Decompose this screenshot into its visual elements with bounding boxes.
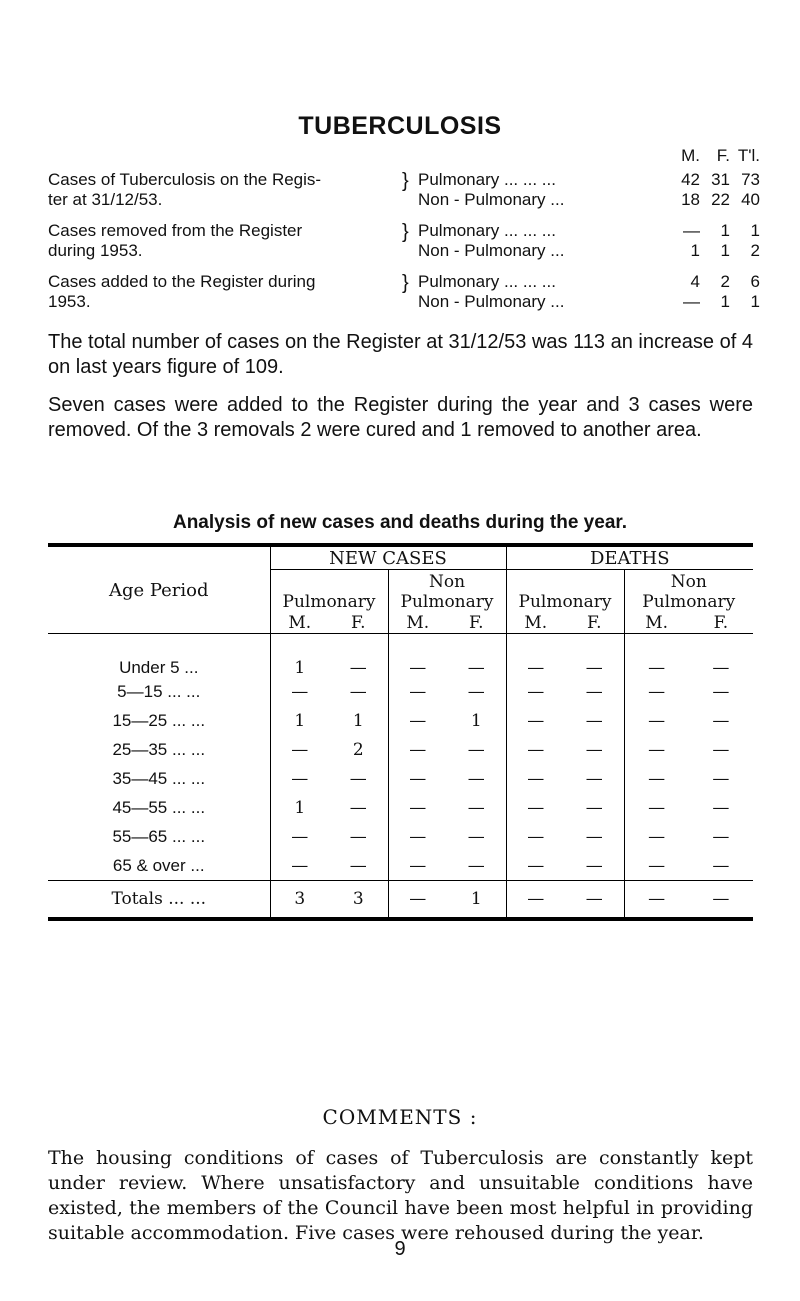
value-cell bbox=[624, 707, 753, 736]
value-cell bbox=[388, 678, 506, 707]
male-value: 1 bbox=[294, 798, 306, 818]
mf-header bbox=[624, 612, 753, 634]
female-value: — bbox=[712, 855, 730, 876]
subheader-line2: Pulmonary bbox=[400, 591, 494, 612]
male-value: — bbox=[409, 682, 427, 702]
brace-icon: } bbox=[402, 272, 409, 294]
analysis-table bbox=[48, 543, 753, 921]
male-value: 1 bbox=[294, 711, 306, 731]
value-cell bbox=[506, 852, 624, 881]
table-row bbox=[48, 678, 753, 707]
table-row bbox=[48, 765, 753, 794]
female-value: — bbox=[585, 827, 603, 847]
totals-cell bbox=[270, 881, 388, 919]
value-cell bbox=[506, 634, 624, 678]
male-value: — bbox=[648, 798, 666, 818]
female-value: — bbox=[585, 855, 603, 876]
male-value: — bbox=[291, 827, 309, 847]
male-value: — bbox=[648, 740, 666, 760]
female-value: — bbox=[467, 682, 485, 702]
female-value: — bbox=[349, 798, 367, 818]
m-label: M. bbox=[645, 613, 669, 633]
value-f: 1 bbox=[720, 292, 730, 311]
value-cell bbox=[388, 852, 506, 881]
group-label-line1: Cases added to the Register during bbox=[48, 272, 316, 291]
row-type: Non - Pulmonary ... bbox=[418, 241, 565, 260]
brace-icon: } bbox=[402, 221, 409, 243]
mf-header bbox=[388, 612, 506, 634]
register-total-paragraph: The total number of cases on the Register at 31/12/53 was 113 an increase of 4 on last years figure of 109. bbox=[48, 331, 753, 378]
male-value: — bbox=[291, 769, 309, 789]
value-cell bbox=[624, 765, 753, 794]
female-value: — bbox=[349, 657, 367, 678]
value-cell bbox=[388, 794, 506, 823]
value-cell bbox=[388, 634, 506, 678]
male-value: — bbox=[409, 827, 427, 847]
value-total: 73 bbox=[741, 170, 760, 189]
female-value: — bbox=[712, 740, 730, 760]
subheader-pulmonary bbox=[270, 570, 388, 612]
subheader-line1: Non bbox=[670, 571, 707, 592]
subheader-line2: Pulmonary bbox=[282, 591, 376, 612]
value-cell bbox=[506, 794, 624, 823]
value-cell bbox=[388, 736, 506, 765]
value-f: 2 bbox=[720, 272, 730, 291]
female-value: — bbox=[585, 740, 603, 760]
female-value: — bbox=[585, 798, 603, 818]
value-f: 1 bbox=[720, 241, 730, 260]
value-m: 42 bbox=[681, 170, 700, 189]
female-value: — bbox=[467, 827, 485, 847]
male-value: — bbox=[648, 827, 666, 847]
value-total: 6 bbox=[750, 272, 760, 291]
female-value: — bbox=[712, 682, 730, 702]
value-cell bbox=[270, 634, 388, 678]
mf-header bbox=[270, 612, 388, 634]
male-value: — bbox=[648, 682, 666, 702]
value-m: — bbox=[683, 292, 700, 311]
col-header-m: M. bbox=[681, 146, 700, 165]
row-type: Non - Pulmonary ... bbox=[418, 190, 565, 209]
age-period-cell: 5—15 ... ... bbox=[117, 682, 201, 701]
table-row bbox=[48, 823, 753, 852]
female-value: — bbox=[349, 855, 367, 876]
comments-text: The housing conditions of cases of Tuberculosis are constantly kept under review. Where unsatisfactory and unsuitable conditions have existed, the members of the Council have been most helpful in providing suitable accommodation. Five cases were rehoused during the year. bbox=[48, 1147, 753, 1244]
female-value: — bbox=[585, 682, 603, 702]
value-cell bbox=[270, 823, 388, 852]
age-period-cell: 15—25 ... ... bbox=[112, 711, 206, 730]
age-period-cell: 55—65 ... ... bbox=[112, 827, 206, 846]
subheader-non-pulmonary bbox=[388, 570, 506, 612]
age-period-cell: 25—35 ... ... bbox=[112, 740, 206, 759]
row-type: Non - Pulmonary ... bbox=[418, 292, 565, 311]
value-cell bbox=[624, 678, 753, 707]
value-cell bbox=[388, 707, 506, 736]
f-label: F. bbox=[713, 613, 729, 633]
male-value: — bbox=[527, 769, 545, 789]
m-label: M. bbox=[406, 613, 430, 633]
female-value: — bbox=[349, 682, 367, 702]
subheader-line2: Pulmonary bbox=[642, 591, 736, 612]
m-label: M. bbox=[288, 613, 312, 633]
male-value: — bbox=[409, 855, 427, 876]
male-value: — bbox=[527, 711, 545, 731]
f-label: F. bbox=[350, 613, 366, 633]
female-value: 1 bbox=[470, 711, 482, 731]
age-period-header: Age Period bbox=[48, 545, 270, 634]
register-changes-paragraph: Seven cases were added to the Register during the year and 3 cases were removed. Of the 3 removals 2 were cured and 1 removed to another area. bbox=[48, 394, 753, 441]
male-value: — bbox=[527, 740, 545, 760]
male-value: — bbox=[648, 657, 666, 678]
male-value: — bbox=[527, 855, 545, 876]
male-value: — bbox=[291, 740, 309, 760]
age-period-cell: 45—55 ... ... bbox=[112, 798, 206, 817]
m-label: M. bbox=[524, 613, 548, 633]
col-header-total: T'l. bbox=[737, 146, 760, 165]
table-row bbox=[48, 736, 753, 765]
female-value: — bbox=[467, 769, 485, 789]
group-label-line2: during 1953. bbox=[48, 241, 143, 260]
value-cell bbox=[270, 794, 388, 823]
row-type: Pulmonary ... ... ... bbox=[418, 272, 556, 291]
age-period-cell: 65 & over ... bbox=[112, 855, 205, 875]
f-label: F. bbox=[468, 613, 484, 633]
analysis-heading: Analysis of new cases and deaths during the year. bbox=[172, 512, 628, 533]
total-value: 3 bbox=[294, 888, 306, 909]
female-value: — bbox=[467, 657, 485, 678]
value-cell bbox=[624, 634, 753, 678]
total-value: — bbox=[712, 888, 730, 909]
value-cell bbox=[270, 736, 388, 765]
value-total: 2 bbox=[750, 241, 760, 260]
male-value: — bbox=[648, 855, 666, 876]
male-value: — bbox=[527, 657, 545, 678]
value-total: 40 bbox=[741, 190, 760, 209]
value-f: 22 bbox=[711, 190, 730, 209]
value-total: 1 bbox=[750, 292, 760, 311]
totals-cell bbox=[624, 881, 753, 919]
value-cell bbox=[506, 707, 624, 736]
age-period-cell: Under 5 ... bbox=[119, 657, 199, 677]
female-value: — bbox=[712, 827, 730, 847]
male-value: — bbox=[527, 682, 545, 702]
total-value: — bbox=[409, 888, 427, 909]
brace-icon: } bbox=[402, 170, 409, 192]
female-value: — bbox=[585, 657, 603, 678]
female-value: — bbox=[467, 740, 485, 760]
value-cell bbox=[506, 823, 624, 852]
male-value: — bbox=[648, 769, 666, 789]
value-cell bbox=[506, 736, 624, 765]
value-f: 31 bbox=[711, 170, 730, 189]
male-value: — bbox=[527, 798, 545, 818]
totals-cell bbox=[388, 881, 506, 919]
value-cell bbox=[506, 678, 624, 707]
female-value: — bbox=[349, 769, 367, 789]
male-value: — bbox=[409, 769, 427, 789]
subheader-line1: Non bbox=[428, 571, 466, 592]
value-cell bbox=[624, 736, 753, 765]
group-label-line1: Cases of Tuberculosis on the Regis- bbox=[48, 170, 322, 189]
totals-row bbox=[48, 881, 753, 919]
female-value: 1 bbox=[352, 711, 364, 731]
male-value: — bbox=[409, 798, 427, 818]
page-number: 9 bbox=[394, 1238, 406, 1260]
row-type: Pulmonary ... ... ... bbox=[418, 221, 556, 240]
page-title: TUBERCULOSIS bbox=[298, 112, 502, 140]
value-m: 4 bbox=[690, 272, 700, 291]
subheader-pulmonary bbox=[506, 570, 624, 612]
group-label-line1: Cases removed from the Register bbox=[48, 221, 303, 240]
row-type: Pulmonary ... ... ... bbox=[418, 170, 556, 189]
group-label-line2: ter at 31/12/53. bbox=[48, 190, 163, 209]
male-value: — bbox=[409, 740, 427, 760]
totals-cell bbox=[506, 881, 624, 919]
total-value: 1 bbox=[470, 888, 482, 909]
value-cell bbox=[506, 765, 624, 794]
deaths-header: DEATHS bbox=[506, 545, 753, 570]
value-cell bbox=[624, 852, 753, 881]
male-value: — bbox=[527, 827, 545, 847]
male-value: — bbox=[291, 682, 309, 702]
total-value: — bbox=[527, 888, 545, 909]
female-value: — bbox=[712, 711, 730, 731]
value-m: 1 bbox=[690, 241, 700, 260]
female-value: — bbox=[467, 798, 485, 818]
value-f: 1 bbox=[720, 221, 730, 240]
female-value: — bbox=[467, 855, 485, 876]
value-cell bbox=[270, 852, 388, 881]
male-value: 1 bbox=[294, 657, 306, 678]
value-total: 1 bbox=[750, 221, 760, 240]
total-value: — bbox=[648, 888, 666, 909]
table-row bbox=[48, 794, 753, 823]
male-value: — bbox=[409, 657, 427, 678]
female-value: — bbox=[585, 711, 603, 731]
male-value: — bbox=[291, 855, 309, 876]
value-cell bbox=[270, 707, 388, 736]
female-value: — bbox=[712, 798, 730, 818]
value-cell bbox=[270, 765, 388, 794]
value-cell bbox=[624, 794, 753, 823]
age-period-cell: 35—45 ... ... bbox=[112, 769, 206, 788]
total-value: 3 bbox=[352, 888, 364, 909]
male-value: — bbox=[648, 711, 666, 731]
male-value: — bbox=[409, 711, 427, 731]
female-value: — bbox=[349, 827, 367, 847]
female-value: — bbox=[712, 769, 730, 789]
mf-header bbox=[506, 612, 624, 634]
value-cell bbox=[624, 823, 753, 852]
value-cell bbox=[388, 823, 506, 852]
new-cases-header: NEW CASES bbox=[270, 545, 506, 570]
female-value: — bbox=[585, 769, 603, 789]
group-label-line2: 1953. bbox=[48, 292, 91, 311]
value-cell bbox=[270, 678, 388, 707]
totals-label: Totals ... ... bbox=[48, 881, 270, 919]
subheader-non-pulmonary bbox=[624, 570, 753, 612]
value-cell bbox=[388, 765, 506, 794]
comments-heading: COMMENTS : bbox=[322, 1105, 478, 1129]
f-label: F. bbox=[586, 613, 602, 633]
total-value: — bbox=[585, 888, 603, 909]
female-value: — bbox=[712, 657, 730, 678]
value-m: — bbox=[683, 221, 700, 240]
female-value: 2 bbox=[352, 740, 364, 760]
value-m: 18 bbox=[681, 190, 700, 209]
subheader-line2: Pulmonary bbox=[518, 591, 612, 612]
col-header-f: F. bbox=[716, 146, 730, 165]
table-row bbox=[48, 852, 753, 881]
table-row bbox=[48, 707, 753, 736]
table-row bbox=[48, 634, 753, 678]
